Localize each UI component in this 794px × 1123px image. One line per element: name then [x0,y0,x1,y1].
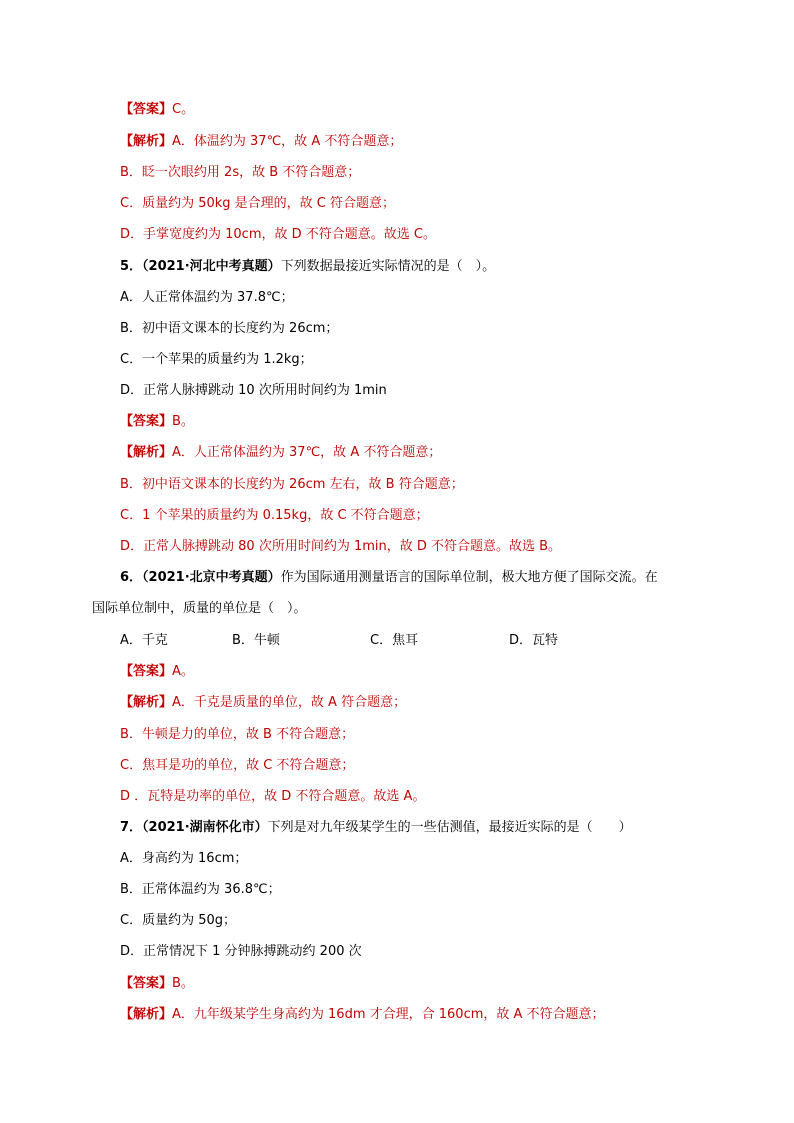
analysis-tag: 【解析】 [120,134,173,149]
option: D．瓦特 [509,633,559,648]
analysis-text: C．质量约为 50kg 是合理的，故 C 符合题意； [120,196,396,211]
answer-tag: 【答案】 [120,664,173,679]
analysis-tag: 【解析】 [120,695,173,710]
answer-tag: 【答案】 [120,414,173,429]
answer-tag: 【答案】 [120,976,173,991]
question-stem [120,257,495,277]
analysis-text: D ．瓦特是功率的单位，故 D 不符合题意。故选 A。 [120,789,426,804]
answer-line [120,100,194,120]
option: D．正常人脉搏跳动 10 次所用时间约为 1min [120,383,387,398]
question-source: （2021·河北中考真题） [142,259,281,274]
question-number: 6． [120,570,143,585]
option: B．初中语文课本的长度约为 26cm； [120,321,339,336]
answer-value: A。 [172,664,194,679]
analysis-tag: 【解析】 [120,1007,173,1022]
option: D．正常情况下 1 分钟脉搏跳动约 200 次 [120,944,362,959]
analysis-text: B．眨一次眼约用 2s，故 B 不符合题意； [120,165,361,180]
analysis-text: C．1 个苹果的质量约为 0.15kg，故 C 不符合题意； [120,508,429,523]
answer-value: C。 [172,102,195,117]
option: A．千克 [120,633,168,648]
option: C．一个苹果的质量约为 1.2kg； [120,352,313,367]
question-text: 下列数据最接近实际情况的是（ ）。 [280,259,496,274]
question-text: 国际单位制中，质量的单位是（ ）。 [92,601,307,616]
question-number: 7． [120,820,143,835]
answer-value: B。 [172,976,194,991]
analysis-text: D．正常人脉搏跳动 80 次所用时间约为 1min，故 D 不符合题意。故选 B。 [120,539,562,554]
question-stem [120,568,658,588]
analysis-text: A．体温约为 37℃，故 A 不符合题意； [172,134,403,149]
option: B．牛顿 [232,633,280,648]
analysis-text: D．手掌宽度约为 10cm，故 D 不符合题意。故选 C。 [120,227,436,242]
answer-line [120,412,194,432]
answer-line [120,974,194,994]
analysis-text: A．千克是质量的单位，故 A 符合题意； [172,695,407,710]
question-text: 下列是对九年级某学生的一些估测值，最接近实际的是（ ） [267,820,632,835]
analysis-line [120,1005,605,1025]
analysis-line [120,693,406,713]
question-stem [120,818,632,838]
answer-value: B。 [172,414,194,429]
analysis-tag: 【解析】 [120,445,173,460]
answer-tag: 【答案】 [120,102,173,117]
analysis-line [120,443,441,463]
option: C．质量约为 50g； [120,913,237,928]
analysis-text: B．初中语文课本的长度约为 26cm 左右，故 B 符合题意； [120,477,464,492]
analysis-text: C．焦耳是功的单位，故 C 不符合题意； [120,758,355,773]
option: B．正常体温约为 36.8℃； [120,882,281,897]
option: A．身高约为 16cm； [120,851,248,866]
question-source: （2021·北京中考真题） [142,570,281,585]
question-number: 5． [120,259,143,274]
question-text: 作为国际通用测量语言的国际单位制，极大地方便了国际交流。在 [280,570,658,585]
option: A．人正常体温约为 37.8℃； [120,290,294,305]
analysis-text: A．九年级某学生身高约为 16dm 才合理，合 160cm，故 A 不符合题意； [172,1007,605,1022]
question-source: （2021·湖南怀化市） [142,820,268,835]
analysis-line [120,132,402,152]
option: C．焦耳 [370,633,419,648]
answer-line [120,662,194,682]
analysis-text: A．人正常体温约为 37℃，故 A 不符合题意； [172,445,442,460]
analysis-text: B．牛顿是力的单位，故 B 不符合题意； [120,727,355,742]
